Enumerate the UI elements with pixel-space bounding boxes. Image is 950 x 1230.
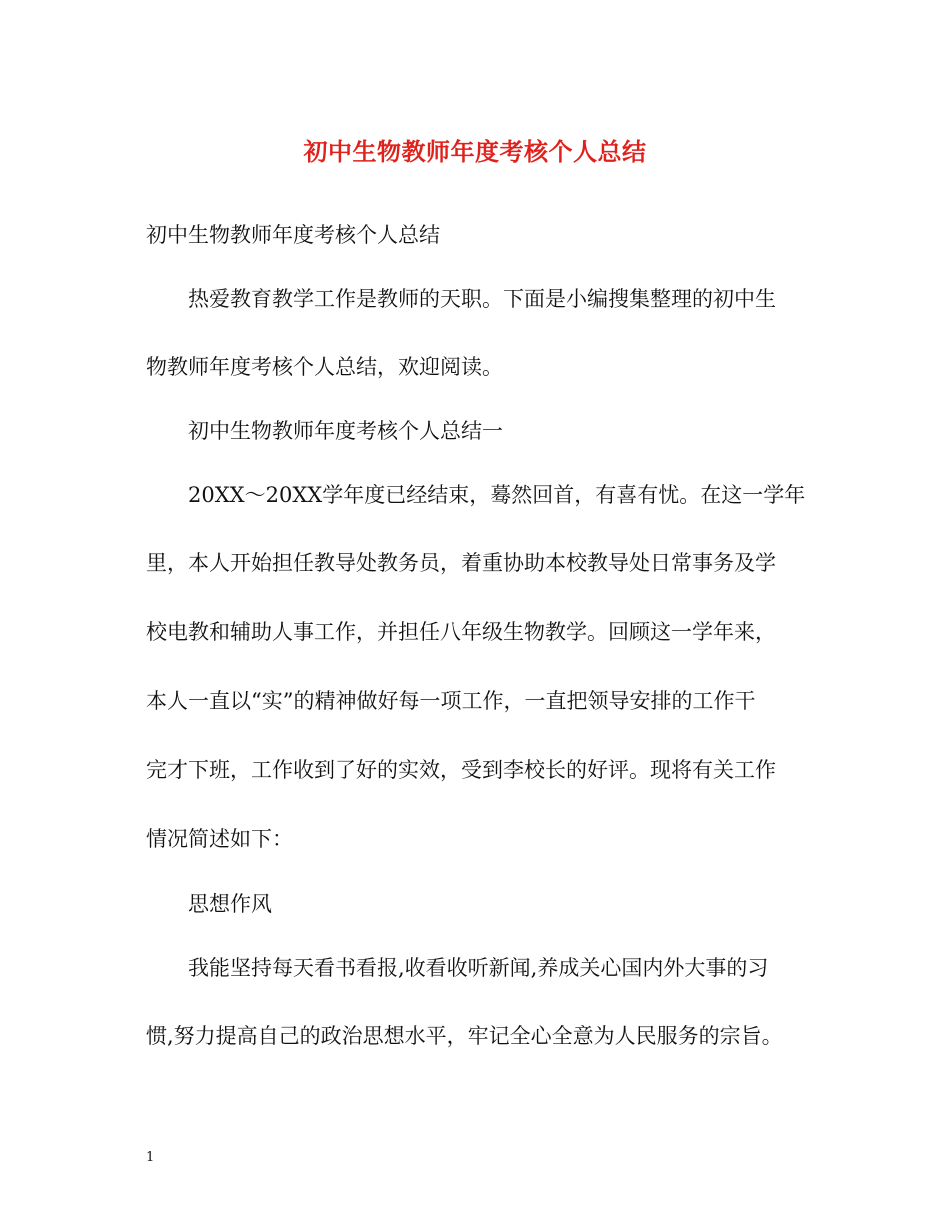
paragraph-line: 惯,努力提高自己的政治思想水平，牢记全心全意为人民服务的宗旨。 bbox=[146, 1024, 783, 1048]
paragraph-line: 情况简述如下： bbox=[146, 827, 293, 851]
paragraph-line: 热爱教育教学工作是教师的天职。下面是小编搜集整理的初中生 bbox=[188, 287, 776, 311]
paragraph-line: 完才下班，工作收到了好的实效，受到李校长的好评。现将有关工作 bbox=[146, 758, 776, 782]
paragraph-line: 本人一直以“实”的精神做好每一项工作，一直把领导安排的工作干 bbox=[146, 689, 756, 713]
paragraph-line: 校电教和辅助人事工作，并担任八年级生物教学。回顾这一学年来， bbox=[146, 620, 776, 644]
section-heading: 初中生物教师年度考核个人总结一 bbox=[188, 419, 503, 443]
section-heading: 思想作风 bbox=[188, 892, 272, 916]
paragraph-line: 物教师年度考核个人总结，欢迎阅读。 bbox=[146, 355, 503, 379]
paragraph-line: 20XX～20XX学年度已经结束，蓦然回首，有喜有忧。在这一学年 bbox=[188, 483, 806, 507]
document-title: 初中生物教师年度考核个人总结 bbox=[303, 137, 647, 166]
subtitle-line: 初中生物教师年度考核个人总结 bbox=[146, 223, 440, 247]
paragraph-line: 里，本人开始担任教导处教务员，着重协助本校教导处日常事务及学 bbox=[146, 551, 776, 575]
paragraph-line: 我能坚持每天看书看报,收看收听新闻,养成关心国内外大事的习 bbox=[188, 956, 769, 980]
page-number: 1 bbox=[146, 1150, 155, 1165]
